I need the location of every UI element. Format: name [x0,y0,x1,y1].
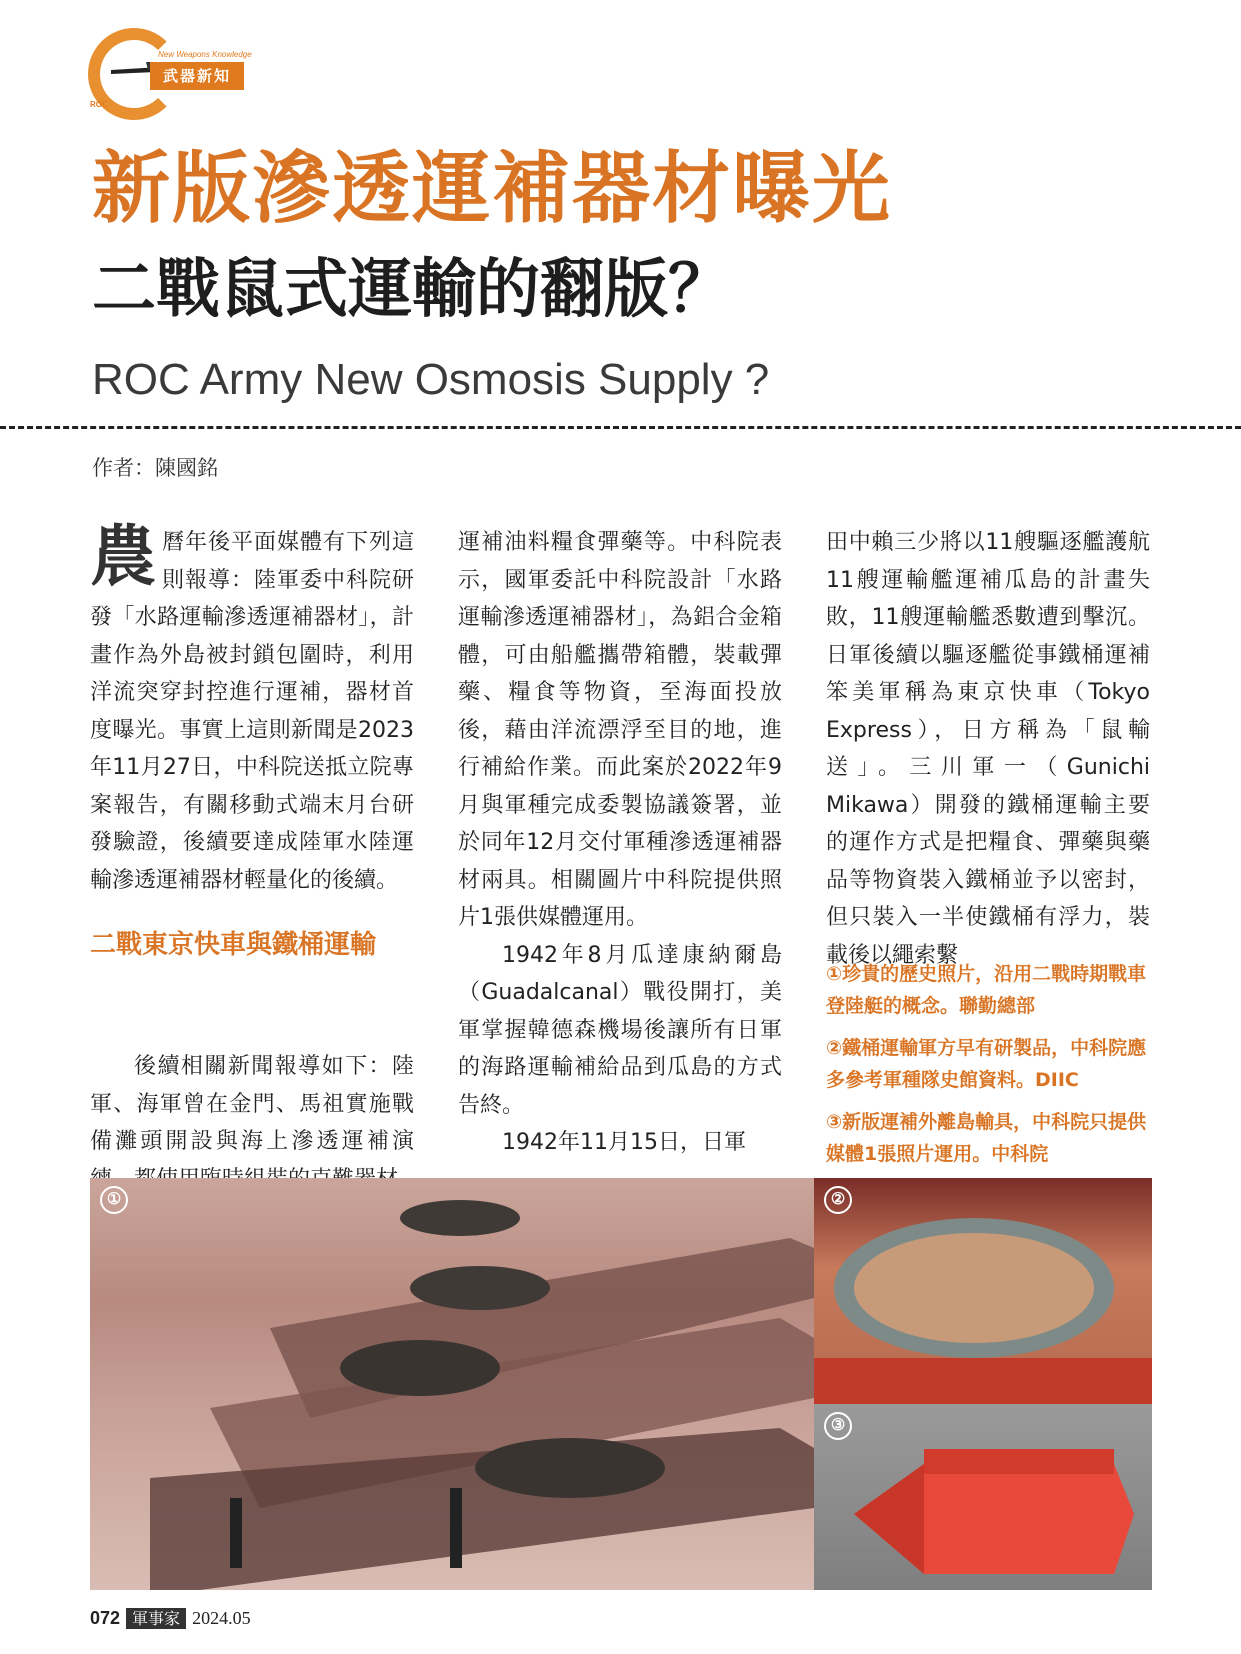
magazine-name: 軍事家 [126,1608,186,1629]
text-column-1-continued [90,1048,414,1198]
photo-number-3: ③ [824,1412,852,1440]
text-column-1 [90,518,414,967]
text-column-3 [826,524,1150,974]
page-number: 072 [90,1608,121,1628]
photo-captions [826,958,1156,1180]
issue-date: 2024.05 [192,1608,251,1628]
dropcap: 農 [90,518,156,595]
section-heading: 二戰東京快車與鐵桶運輸 [90,930,377,960]
landing-craft-illustration [90,1178,814,1590]
section-logo [88,28,258,120]
paragraph-intro-text: 曆年後平面媒體有下列這則報導：陸軍委中科院研發「水路運輸滲透運補器材」，計畫作為外島被封鎖包圍時，利用洋流突穿封控進行運補，器材首度曝光。事實上這則新聞是2023年11月27日，中科院送抵立院專案報告，有關移動式端末月台研發驗證，後續要達成陸軍水陸運輸滲透運補器材輕量化的後續。 [90,530,414,893]
logo-roc-text: ROC [90,100,108,109]
section-badge: 武器新知 [150,62,244,90]
paragraph-intro [90,518,414,899]
caption-1: ①珍貴的歷史照片，沿用二戰時期戰車登陸艇的概念。聯勤總部 [826,963,1147,1017]
article-english-title: ROC Army New Osmosis Supply ? [92,355,770,404]
paragraph-3: 1942年8月瓜達康納爾島（Guadalcanal）戰役開打，美軍掌握韓德森機場後讓所有日軍的海路運輸補給品到瓜島的方式告終。 [458,942,782,1118]
paragraph-2-part-a: 後續相關新聞報導如下：陸軍、海軍曾在金門、馬祖實施戰備灘頭開設與海上滲透運補演 [90,1054,414,1154]
photo-landing-craft [90,1178,814,1590]
photo-number-2: ② [824,1186,852,1214]
dashed-divider [0,426,1241,429]
article-title: 新版滲透運補器材曝光 [92,144,893,234]
logo-tagline: New Weapons Knowledge [158,50,252,59]
photo-iron-barrel [814,1178,1152,1404]
photo-supply-container [814,1404,1152,1590]
author-line: 作者：陳國銘 [92,456,218,480]
paragraph-4-part-b: 田中賴三少將以11艘驅逐艦護航11艘運輸艦運補瓜島的計畫失敗，11艘運輸艦悉數遭到擊沉。日軍後續以驅逐艦從事鐵桶運補笨美軍稱為東京快車（Tokyo Express），日方稱為「鼠輸送」。三川軍一（Gunichi Mikawa）開發的鐵桶運輸主要的運作方式是把糧食、彈藥與藥品等物資裝入鐵桶並予以密封，但只裝入一半使鐵桶有浮力，裝載後以繩索繫 [826,530,1150,968]
photo-number-1: ① [100,1186,128,1214]
page-footer [90,1606,251,1629]
paragraph-4-part-a: 1942年11月15日，日軍 [502,1130,746,1155]
paragraph-2-part-b: 運補油料糧食彈藥等。中科院表示，國軍委託中科院設計「水路運輸滲透運補器材」，為鋁合金箱體，可由船艦攜帶箱體，裝載彈藥、糧食等物資，至海面投放後，藉由洋流漂浮至目的地，進行補給作業。而此案於2022年9月與軍種完成委製協議簽署，並於同年12月交付軍種滲透運補器材兩具。相關圖片中科院提供照片1張供媒體運用。 [458,530,782,930]
caption-2: ②鐵桶運輸軍方早有研製品，中科院應多參考軍種隊史館資料。DIIC [826,1037,1147,1091]
supply-container-illustration [814,1404,1152,1590]
article-subtitle: 二戰鼠式運輸的翻版？ [92,253,732,327]
iron-barrel-illustration [814,1178,1152,1404]
caption-3: ③新版運補外離島輸具，中科院只提供媒體1張照片運用。中科院 [826,1111,1147,1165]
text-column-2 [458,524,782,1162]
